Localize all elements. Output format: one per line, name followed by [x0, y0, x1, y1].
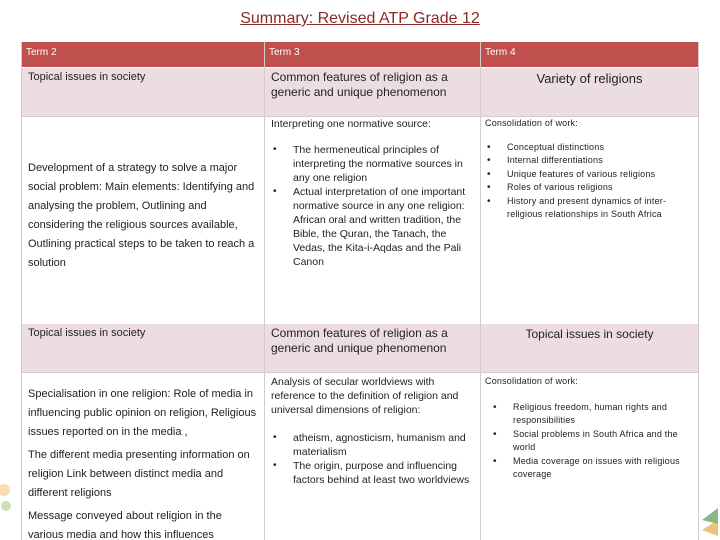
- table-border-row1: [21, 116, 699, 117]
- row2-term2-text: Development of a strategy to solve a major social problem: Main elements: Identifying and analysing the problem, Outlining and considering the religious sources available, Outlining practical steps to be taken to reach a solution: [28, 162, 255, 269]
- row4-term4-bullet: • Social problems in South Africa and the world: [491, 428, 694, 455]
- row2-term4-intro: Consolidation of work:: [485, 118, 578, 128]
- row4-term4-list: [485, 401, 694, 482]
- row4-term3-list: [271, 431, 474, 459]
- row2-term3-bullet: • The hermeneutical principles of interpreting the normative sources in any one religion: [271, 143, 474, 185]
- row1-term2: [22, 68, 264, 116]
- row2-term3: [265, 117, 480, 327]
- row2-term4: [481, 117, 698, 327]
- row4-term3: [265, 373, 480, 540]
- row1-term3-text: Common features of religion as a generic and unique phenomenon: [271, 70, 448, 99]
- row4-term3-bullet: • The origin, purpose and influencing factors behind at least two worldviews: [271, 459, 474, 487]
- row4-term2-para: Specialisation in one religion: Role of media in influencing public opinion on religion, Religious issues reported on in the media ,: [28, 388, 257, 438]
- row4-term3-bullet: • atheism, agnosticism, humanism and materialism: [271, 431, 474, 459]
- row4-term4-intro: Consolidation of work:: [485, 376, 578, 386]
- row2-term4-bullet: • Conceptual distinctions: [485, 141, 694, 155]
- row3-term2-text: Topical issues in society: [28, 327, 146, 339]
- header-term-3-label: Term 3: [269, 47, 300, 58]
- row4-term2: [22, 373, 264, 540]
- row4-term4: [481, 373, 698, 540]
- row3-term2: [22, 324, 264, 372]
- row3-term4: [481, 324, 698, 372]
- row2-term2: [22, 117, 264, 327]
- row2-term4-bullet: • Roles of various religions: [485, 181, 694, 195]
- header-term-4-label: Term 4: [485, 47, 516, 58]
- row1-term3: [265, 68, 480, 116]
- row2-term3-list: [271, 143, 474, 269]
- header-term-2-label: Term 2: [26, 47, 57, 58]
- page-title: Summary: Revised ATP Grade 12: [240, 10, 480, 27]
- row2-term4-bullet: • Unique features of various religions: [485, 168, 694, 182]
- row4-term3-intro: Analysis of secular worldviews with reference to the definition of religion and universal dimensions of religion:: [271, 376, 459, 416]
- row2-term3-bullet: • Actual interpretation of one important normative source in any one religion: African oral and written tradition, the Bible, the Quran, the Tanach, the Vedas, the Kita-i-Aqdas and the Pali Canon: [271, 185, 474, 269]
- row2-term4-list: [485, 141, 694, 222]
- row2-term4-bullet: • Internal differentiations: [485, 154, 694, 168]
- row4-term2-para: The different media presenting information on religion Link between distinct media and different religions: [28, 449, 250, 499]
- row2-term4-bullet: • History and present dynamics of inter-religious relationships in South Africa: [485, 195, 694, 222]
- header-term-2: [22, 42, 264, 67]
- table-border-row3: [21, 372, 699, 373]
- row2-term3-intro: Interpreting one normative source:: [271, 118, 431, 130]
- row3-term4-text: Topical issues in society: [525, 327, 654, 341]
- header-term-4: [481, 42, 698, 67]
- row4-term2-para: Message conveyed about religion in the various media and how this influences: [28, 510, 222, 540]
- row3-term3: [265, 324, 480, 372]
- row4-term4-bullet: • Media coverage on issues with religious coverage: [491, 455, 694, 482]
- row1-term4-text: Variety of religions: [536, 71, 643, 86]
- header-term-3: [265, 42, 480, 67]
- department-logo-partial-icon: [700, 480, 720, 540]
- row4-term3-list-2: [271, 459, 474, 487]
- row4-term4-bullet: • Religious freedom, human rights and responsibilities: [491, 401, 694, 428]
- row3-term3-text: Common features of religion as a generic and unique phenomenon: [271, 326, 448, 355]
- logo-partial-icon: [0, 460, 20, 540]
- row1-term4: [481, 68, 698, 116]
- row1-term2-text: Topical issues in society: [28, 71, 146, 83]
